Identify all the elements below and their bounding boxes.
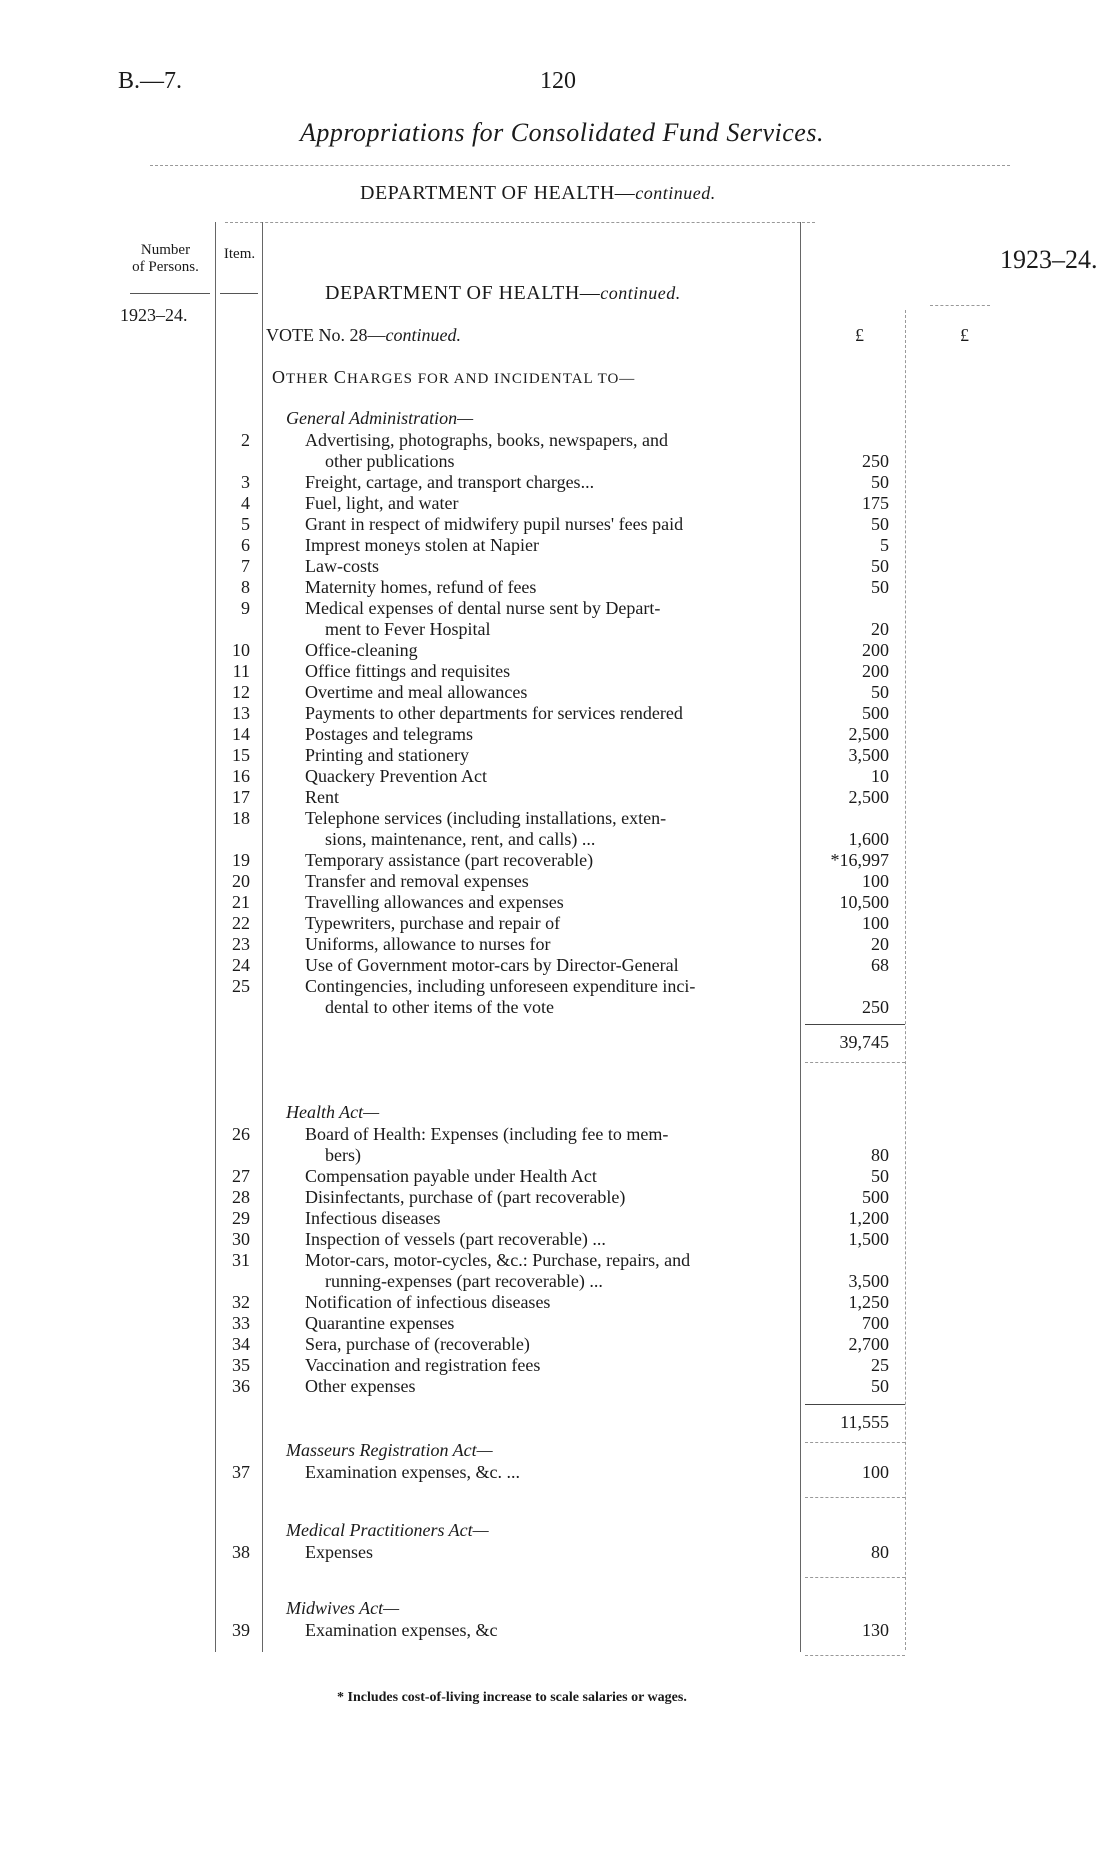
item-amount: 2,700 (848, 1334, 889, 1354)
item-amount: 50 (871, 472, 889, 492)
table-row (0, 1355, 1114, 1376)
item-number: 36 (232, 1376, 250, 1396)
table-row (0, 514, 1114, 535)
item-amount: 1,500 (848, 1229, 889, 1249)
item-number: 3 (241, 472, 250, 492)
item-description: Medical expenses of dental nurse sent by Depart- (305, 598, 661, 618)
item-description: Use of Government motor-cars by Director-General (305, 955, 679, 975)
table-row (0, 934, 1114, 955)
page-number: 120 (540, 68, 576, 94)
item-description: Payments to other departments for services rendered (305, 703, 683, 723)
item-amount: 100 (862, 871, 889, 891)
item-number: 39 (232, 1620, 250, 1640)
item-header-rule (220, 293, 258, 294)
item-amount: 80 (871, 1145, 889, 1165)
item-description: Board of Health: Expenses (including fee to mem- (305, 1124, 669, 1144)
item-amount: 50 (871, 1376, 889, 1396)
persons-header-rule (130, 293, 210, 294)
item-number: 11 (232, 661, 250, 681)
item-description: Typewriters, purchase and repair of (305, 913, 561, 933)
table-row (0, 1250, 1114, 1292)
table-row (0, 892, 1114, 913)
item-description: Postages and telegrams (305, 724, 473, 744)
item-number: 32 (232, 1292, 250, 1312)
item-number: 17 (232, 787, 250, 807)
table-row (0, 955, 1114, 976)
section-heading: Health Act— (286, 1102, 380, 1122)
item-description: Imprest moneys stolen at Napier (305, 535, 539, 555)
table-row (0, 1166, 1114, 1187)
pound-sign-1: £ (855, 325, 864, 345)
item-description: Other expenses (305, 1376, 416, 1396)
item-number: 19 (232, 850, 250, 870)
department-heading: DEPARTMENT OF HEALTH—continued. (360, 182, 716, 204)
year-column-header: 1923–24. (1000, 245, 1098, 274)
item-amount: 1,200 (848, 1208, 889, 1228)
item-number: 27 (232, 1166, 250, 1186)
item-amount: 3,500 (848, 1271, 889, 1291)
table-row (0, 1124, 1114, 1166)
section-total: 11,555 (840, 1412, 889, 1432)
item-amount: 50 (871, 1166, 889, 1186)
item-description: ment to Fever Hospital (325, 619, 491, 639)
table-row (0, 493, 1114, 514)
item-amount: 50 (871, 682, 889, 702)
item-description: Expenses (305, 1542, 373, 1562)
item-description: running-expenses (part recoverable) ... (325, 1271, 603, 1291)
item-number: 16 (232, 766, 250, 786)
item-description: dental to other items of the vote (325, 997, 554, 1017)
section-heading: Midwives Act— (286, 1598, 400, 1618)
item-number: 7 (241, 556, 250, 576)
item-description: Rent (305, 787, 339, 807)
item-amount: 200 (862, 661, 889, 681)
item-amount: 500 (862, 1187, 889, 1207)
title-rule (150, 165, 1010, 166)
item-amount: 1,250 (848, 1292, 889, 1312)
table-row (0, 577, 1114, 598)
item-number: 35 (232, 1355, 250, 1375)
table-row (0, 535, 1114, 556)
item-number: 29 (232, 1208, 250, 1228)
table-row (0, 808, 1114, 850)
item-number: 34 (232, 1334, 250, 1354)
item-description: Vaccination and registration fees (305, 1355, 541, 1375)
table-row (0, 1462, 1114, 1483)
item-description: Compensation payable under Health Act (305, 1166, 597, 1186)
persons-year: 1923–24. (120, 305, 188, 325)
item-number: 9 (241, 598, 250, 618)
table-row (0, 430, 1114, 472)
item-number: 20 (232, 871, 250, 891)
other-charges-heading: OTHER CHARGES FOR AND INCIDENTAL TO— (272, 367, 636, 387)
table-row (0, 1376, 1114, 1397)
item-number: 30 (232, 1229, 250, 1249)
item-description: Telephone services (including installations, exten- (305, 808, 667, 828)
item-number: 33 (232, 1313, 250, 1333)
department-subheading: DEPARTMENT OF HEALTH—continued. (325, 282, 681, 304)
item-number: 26 (232, 1124, 250, 1144)
item-description: Printing and stationery (305, 745, 469, 765)
item-description: Advertising, photographs, books, newspapers, and (305, 430, 668, 450)
vote-heading: VOTE No. 28—continued. (266, 325, 461, 345)
item-amount: 10,500 (839, 892, 889, 912)
item-description: Infectious diseases (305, 1208, 441, 1228)
table-row (0, 703, 1114, 724)
item-amount: 80 (871, 1542, 889, 1562)
item-description: Uniforms, allowance to nurses for (305, 934, 551, 954)
item-number: 37 (232, 1462, 250, 1482)
item-description: Overtime and meal allowances (305, 682, 528, 702)
item-number: 4 (241, 493, 250, 513)
item-amount: 250 (862, 451, 889, 471)
item-description: Contingencies, including unforeseen expenditure inci- (305, 976, 696, 996)
year-rule-2 (930, 305, 990, 306)
item-description: Quackery Prevention Act (305, 766, 487, 786)
item-amount: 130 (862, 1620, 889, 1640)
item-amount: 25 (871, 1355, 889, 1375)
item-description: Inspection of vessels (part recoverable) ... (305, 1229, 606, 1249)
page-title: Appropriations for Consolidated Fund Services. (300, 118, 824, 147)
table-row (0, 1229, 1114, 1250)
item-number: 28 (232, 1187, 250, 1207)
table-row (0, 661, 1114, 682)
section-heading: General Administration— (286, 408, 474, 428)
item-column-header: Item. (223, 246, 256, 262)
item-amount: 20 (871, 934, 889, 954)
item-description: Transfer and removal expenses (305, 871, 529, 891)
item-description: Examination expenses, &c. ... (305, 1462, 520, 1482)
item-amount: 3,500 (848, 745, 889, 765)
item-description: Quarantine expenses (305, 1313, 455, 1333)
item-number: 22 (232, 913, 250, 933)
item-description: sions, maintenance, rent, and calls) ... (325, 829, 596, 849)
table-row (0, 1292, 1114, 1313)
subtotal-rule (805, 1404, 905, 1405)
table-row (0, 1208, 1114, 1229)
item-number: 6 (241, 535, 250, 555)
table-row (0, 556, 1114, 577)
pound-sign-2: £ (960, 325, 969, 345)
item-number: 31 (232, 1250, 250, 1270)
persons-column-header: Number of Persons. (132, 242, 199, 275)
subtotal-rule (805, 1062, 905, 1063)
item-number: 2 (241, 430, 250, 450)
table-row (0, 1542, 1114, 1563)
item-number: 24 (232, 955, 250, 975)
table-row (0, 871, 1114, 892)
table-row (0, 682, 1114, 703)
item-number: 25 (232, 976, 250, 996)
item-amount: 175 (862, 493, 889, 513)
item-description: Freight, cartage, and transport charges... (305, 472, 595, 492)
item-description: Office-cleaning (305, 640, 418, 660)
table-row (0, 787, 1114, 808)
section-total: 39,745 (839, 1032, 889, 1052)
item-number: 14 (232, 724, 250, 744)
item-description: Disinfectants, purchase of (part recoverable) (305, 1187, 626, 1207)
table-row (0, 745, 1114, 766)
item-amount: 50 (871, 577, 889, 597)
footnote: * Includes cost-of-living increase to scale salaries or wages. (337, 1690, 687, 1705)
item-amount: 100 (862, 1462, 889, 1482)
item-description: Grant in respect of midwifery pupil nurses' fees paid (305, 514, 684, 534)
table-row (0, 640, 1114, 661)
item-amount: 50 (871, 556, 889, 576)
item-number: 38 (232, 1542, 250, 1562)
item-amount: 100 (862, 913, 889, 933)
item-number: 13 (232, 703, 250, 723)
item-amount: 2,500 (848, 787, 889, 807)
item-description: Law-costs (305, 556, 379, 576)
item-amount: 200 (862, 640, 889, 660)
section-heading: Medical Practitioners Act— (286, 1520, 489, 1540)
item-number: 15 (232, 745, 250, 765)
table-row (0, 850, 1114, 871)
item-description: Motor-cars, motor-cycles, &c.: Purchase, repairs, and (305, 1250, 691, 1270)
item-description: Fuel, light, and water (305, 493, 459, 513)
item-amount: 20 (871, 619, 889, 639)
item-number: 18 (232, 808, 250, 828)
table-row (0, 766, 1114, 787)
amount-rule (805, 1497, 905, 1498)
item-description: Sera, purchase of (recoverable) (305, 1334, 530, 1354)
item-number: 5 (241, 514, 250, 534)
item-amount: 68 (871, 955, 889, 975)
table-row (0, 1334, 1114, 1355)
table-row (0, 598, 1114, 640)
table-row (0, 1313, 1114, 1334)
item-amount: 250 (862, 997, 889, 1017)
item-amount: 1,600 (848, 829, 889, 849)
item-number: 8 (241, 577, 250, 597)
item-number: 10 (232, 640, 250, 660)
table-row (0, 724, 1114, 745)
item-amount: 500 (862, 703, 889, 723)
amount-rule (805, 1655, 905, 1656)
item-amount: 5 (880, 535, 889, 555)
table-row (0, 913, 1114, 934)
subtotal-rule (805, 1024, 905, 1025)
table-row (0, 472, 1114, 493)
table-row (0, 1620, 1114, 1641)
table-row (0, 1187, 1114, 1208)
table-row (0, 976, 1114, 1018)
item-number: 23 (232, 934, 250, 954)
section-heading: Masseurs Registration Act— (286, 1440, 493, 1460)
document-code: B.—7. (118, 68, 183, 94)
item-description: Notification of infectious diseases (305, 1292, 551, 1312)
item-amount: 2,500 (848, 724, 889, 744)
item-number: 12 (232, 682, 250, 702)
subtotal-rule (805, 1442, 905, 1443)
item-description: Office fittings and requisites (305, 661, 511, 681)
item-description: bers) (325, 1145, 361, 1165)
item-amount: *16,997 (830, 850, 889, 870)
item-amount: 10 (871, 766, 889, 786)
amount-rule (805, 1577, 905, 1578)
item-description: Temporary assistance (part recoverable) (305, 850, 594, 870)
item-number: 21 (232, 892, 250, 912)
item-description: Maternity homes, refund of fees (305, 577, 537, 597)
column-top-rule (225, 222, 815, 223)
item-amount: 700 (862, 1313, 889, 1333)
item-amount: 50 (871, 514, 889, 534)
item-description: Examination expenses, &c (305, 1620, 498, 1640)
item-description: Travelling allowances and expenses (305, 892, 564, 912)
item-description: other publications (325, 451, 455, 471)
